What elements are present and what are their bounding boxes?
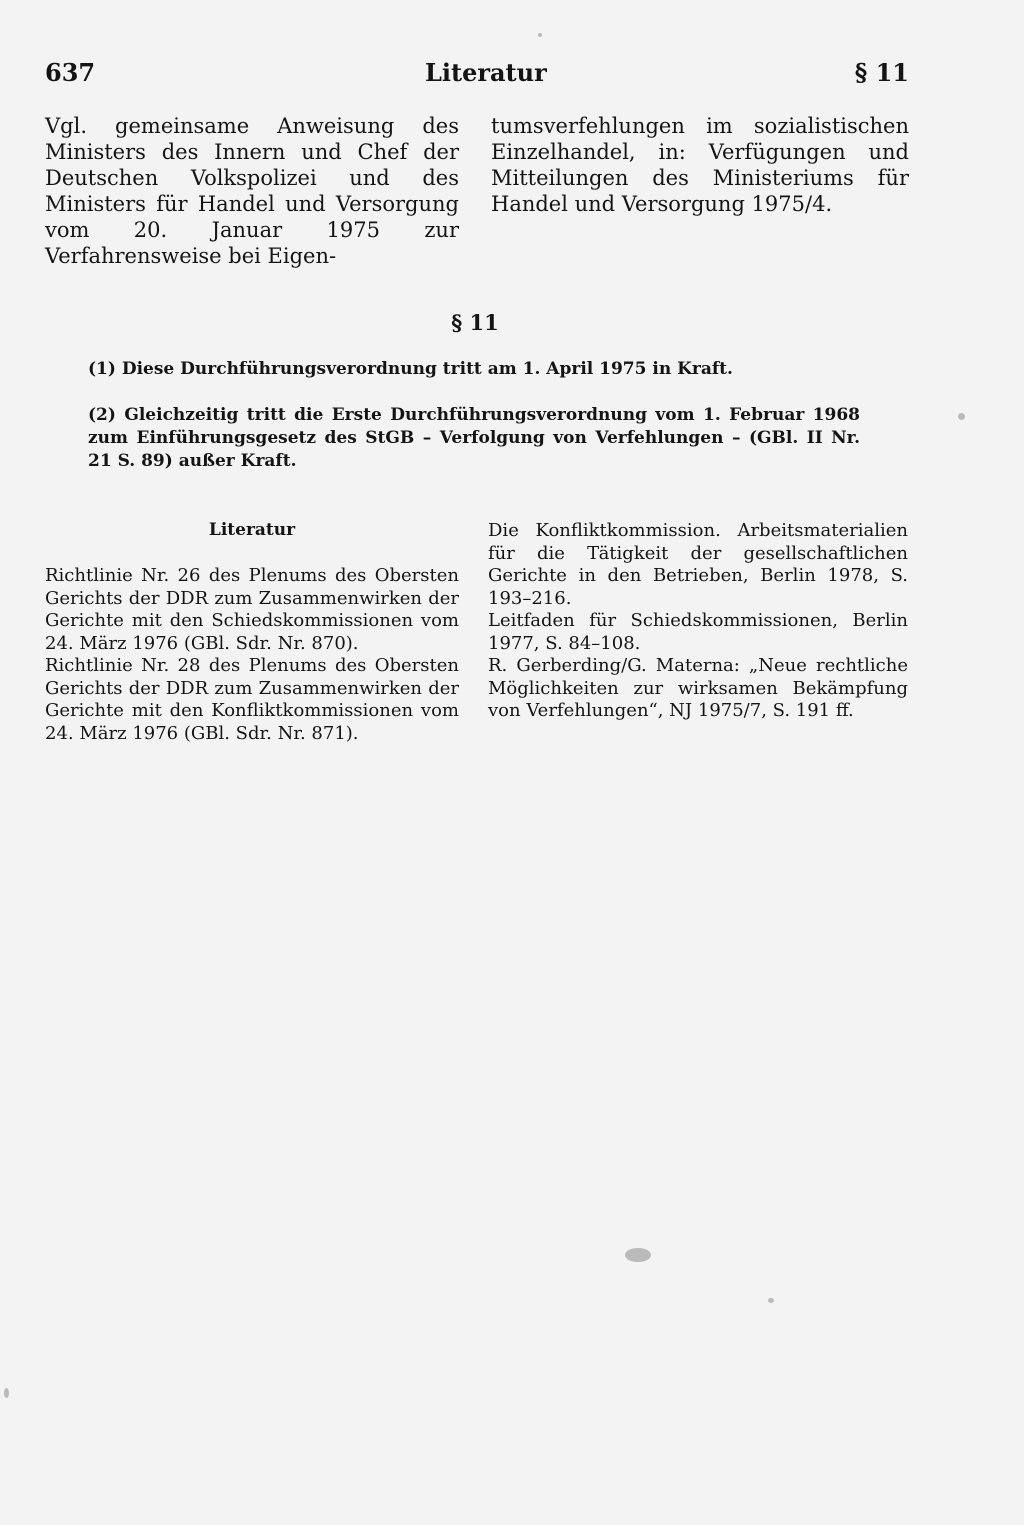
page-number: 637 (45, 58, 96, 87)
page-header (45, 58, 909, 94)
continuation-left-column (45, 113, 459, 269)
literatur-entry: Richtlinie Nr. 28 des Plenums des Obersten Gerichts der DDR zum Zusammenwirken der Gerichte mit den Konfliktkommissionen vom 24. März 1976 (GBl. Sdr. Nr. 871). (45, 655, 459, 744)
header-section-ref: § 11 (854, 58, 909, 87)
scan-speck (958, 413, 965, 420)
section-paragraph-2: (2) Gleichzeitig tritt die Erste Durchführungsverordnung vom 1. Februar 1968 zum Einführungsgesetz des StGB – Verfolgung von Verfehlungen – (GBl. II Nr. 21 S. 89) außer Kraft. (88, 405, 860, 471)
scan-speck (625, 1248, 651, 1262)
continuation-text-left: Vgl. gemeinsame Anweisung des Ministers des Innern und Chef der Deutschen Volkspolizei und des Ministers für Handel und Versorgung vom 20. Januar 1975 zur Verfahrensweise bei Eigen- (45, 114, 459, 268)
literatur-entry: Die Konfliktkommission. Arbeitsmaterialien für die Tätigkeit der gesellschaftlichen Gerichte in den Betrieben, Berlin 1978, S. 193–216. (488, 520, 908, 609)
scan-speck (538, 33, 542, 37)
continuation-right-column (491, 113, 909, 217)
literatur-entry: Leitfaden für Schiedskommissionen, Berlin 1977, S. 84–108. (488, 610, 908, 654)
continuation-text-right: tumsverfehlungen im sozialistischen Einzelhandel, in: Verfügungen und Mitteilungen des Ministeriums für Handel und Versorgung 1975/4. (491, 114, 909, 216)
literatur-heading: Literatur (208, 520, 296, 540)
scan-speck (768, 1298, 774, 1303)
literatur-right-column (488, 520, 908, 723)
section-heading: § 11 (451, 310, 499, 335)
scan-speck (4, 1388, 9, 1398)
literatur-entry: R. Gerberding/G. Materna: „Neue rechtliche Möglichkeiten zur wirksamen Bekämpfung von Verfehlungen“, NJ 1975/7, S. 191 ff. (488, 655, 908, 721)
literatur-left-column (45, 565, 459, 745)
literatur-entry: Richtlinie Nr. 26 des Plenums des Obersten Gerichts der DDR zum Zusammenwirken der Gerichte mit den Schiedskommissionen vom 24. März 1976 (GBl. Sdr. Nr. 870). (45, 565, 459, 654)
running-title: Literatur (425, 58, 547, 87)
section-paragraph-1: (1) Diese Durchführungsverordnung tritt am 1. April 1975 in Kraft. (88, 359, 733, 379)
